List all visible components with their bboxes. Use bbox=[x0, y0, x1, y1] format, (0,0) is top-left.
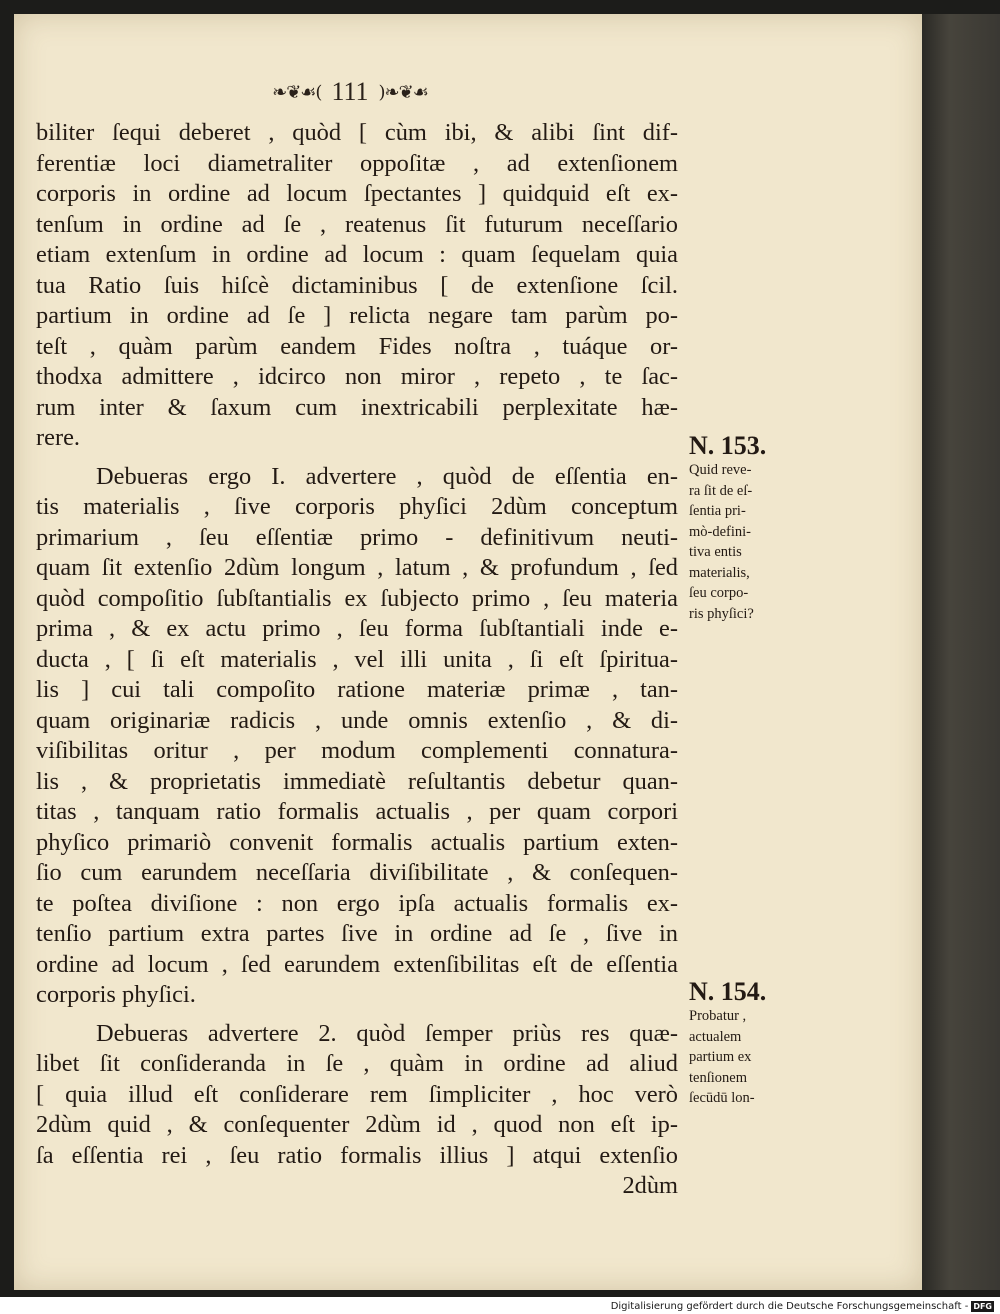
text-line: corporis in ordine ad locum ſpectantes ] quidquid eſt ex- bbox=[36, 180, 678, 207]
text-line: corporis phyſici. bbox=[36, 981, 196, 1008]
page-number: 111 bbox=[331, 77, 369, 106]
catchword: 2dùm bbox=[622, 1172, 678, 1199]
text-line: quam ſit extenſio 2dùm longum , latum , & profundum , ſed bbox=[36, 554, 678, 581]
text-line: tua Ratio ſuis hiſcè dictaminibus [ de extenſione ſcil. bbox=[36, 271, 678, 299]
text-line: tenſum in ordine ad ſe , reatenus ſit futurum neceſſario bbox=[36, 210, 678, 238]
margin-note-line: partium ex bbox=[689, 1049, 752, 1065]
margin-note-line: actualem bbox=[689, 1028, 742, 1045]
margin-note-line: Probatur , bbox=[689, 1008, 747, 1024]
text-line: primarium , ſeu eſſentiæ primo - definitivum neuti- bbox=[36, 523, 678, 551]
text-line: biliter ſequi deberet , quòd [ cùm ibi, & alibi ſint dif- bbox=[36, 119, 678, 146]
text-line: rum inter & ſaxum cum inextricabili perplexitate hæ- bbox=[36, 393, 678, 421]
text-line: libet ſit conſideranda in ſe , quàm in ordine ad aliud bbox=[36, 1050, 678, 1077]
text-line: phyſico primariò convenit formalis actualis partium exten- bbox=[36, 828, 678, 856]
adjacent-page-edge bbox=[922, 14, 1000, 1290]
text-line: quam originariæ radicis , unde omnis extenſio , & di- bbox=[36, 706, 678, 734]
margin-note-line: tiva entis bbox=[689, 544, 742, 560]
text-line: ſa eſſentia rei , ſeu ratio formalis illius ] atqui extenſio bbox=[36, 1141, 678, 1169]
margin-note-line: ra ſit de eſ- bbox=[689, 482, 753, 499]
margin-note-line: materialis, bbox=[689, 564, 750, 581]
margin-note-line: mò-defini- bbox=[689, 523, 752, 540]
margin-note-line: ris phyſici? bbox=[689, 605, 754, 622]
body-text bbox=[36, 118, 678, 1202]
text-line: prima , & ex actu primo , ſeu forma ſubſtantiali inde e- bbox=[36, 615, 678, 642]
text-line: tis materialis , ſive corporis phyſici 2dùm conceptum bbox=[36, 493, 678, 520]
margin-note-number: N. 154. bbox=[689, 977, 767, 1006]
header-ornament-left: ❧❦☙( bbox=[272, 81, 322, 103]
text-line: ſio cum earundem neceſſaria diviſibilitate , & conſequen- bbox=[36, 859, 678, 886]
text-line: viſibilitas oritur , per modum complementi connatura- bbox=[36, 737, 678, 764]
text-line: partium in ordine ad ſe ] relicta negare tam parùm po- bbox=[36, 302, 678, 329]
text-line: teſt , quàm parùm eandem Fides noſtra , tuáque or- bbox=[36, 332, 678, 360]
digitization-credit bbox=[611, 1299, 994, 1313]
margin-note-line: Quid reve- bbox=[689, 462, 752, 478]
margin-note-153 bbox=[689, 432, 799, 624]
text-line: rere. bbox=[36, 424, 80, 451]
text-line: ducta , [ ſi eſt materialis , vel illi unita , ſi eſt ſpiritua- bbox=[36, 645, 678, 673]
text-line: Debueras ergo I. advertere , quòd de eſſentia en- bbox=[96, 462, 678, 490]
text-line: 2dùm quid , & conſequenter 2dùm id , quod non eſt ip- bbox=[36, 1111, 678, 1138]
text-line: quòd compoſitio ſubſtantialis ex ſubjecto primo , ſeu materia bbox=[36, 584, 678, 612]
text-line: Debueras advertere 2. quòd ſemper priùs res quæ- bbox=[96, 1019, 678, 1047]
credit-text: Digitalisierung gefördert durch die Deutsche Forschungsgemeinschaft - bbox=[610, 1300, 969, 1312]
text-line: te poſtea diviſione : non ergo ipſa actualis formalis ex- bbox=[36, 889, 678, 917]
margin-note-line: ſecūdū lon- bbox=[689, 1090, 755, 1106]
text-line: thodxa admittere , idcirco non miror , repeto , te ſac- bbox=[36, 363, 678, 390]
margin-note-154 bbox=[689, 978, 799, 1109]
header-ornament-right: )❧❦☙ bbox=[378, 81, 428, 103]
margin-note-line: tenſionem bbox=[689, 1069, 747, 1086]
text-line: lis , & proprietatis immediatè reſultantis debetur quan- bbox=[36, 767, 678, 795]
text-line: lis ] cui tali compoſito ratione materiæ primæ , tan- bbox=[36, 676, 678, 703]
text-line: titas , tanquam ratio formalis actualis , per quam corpori bbox=[36, 798, 678, 825]
text-line: etiam extenſum in ordine ad locum : quam ſequelam quia bbox=[36, 241, 678, 268]
dfg-logo: DFG bbox=[973, 1301, 992, 1311]
margin-note-number: N. 153. bbox=[689, 431, 767, 460]
text-line: [ quia illud eſt conſiderare rem ſimpliciter , hoc verò bbox=[36, 1080, 678, 1108]
margin-note-line: ſentia pri- bbox=[689, 503, 746, 519]
text-line: tenſio partium extra partes ſive in ordine ad ſe , ſive in bbox=[36, 920, 678, 947]
running-header bbox=[250, 72, 450, 112]
margin-note-line: ſeu corpo- bbox=[689, 585, 749, 601]
text-line: ferentiæ loci diametraliter oppoſitæ , ad extenſionem bbox=[36, 149, 678, 177]
text-line: ordine ad locum , ſed earundem extenſibilitas eſt de eſſentia bbox=[36, 950, 678, 978]
